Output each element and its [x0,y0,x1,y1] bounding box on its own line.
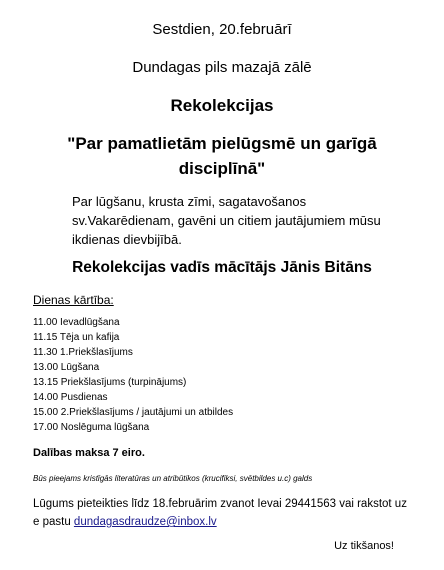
schedule-list [33,315,233,435]
event-leader: Rekolekcijas vadīs mācītājs Jānis Bitāns [72,259,372,276]
event-date: Sestdien, 20.februārī [152,21,292,38]
schedule-item: 14.00 Pusdienas [33,392,108,403]
schedule-item: 11.30 1.Priekšlasījums [33,347,133,358]
schedule-item: 11.00 Ievadlūgšana [33,317,120,328]
schedule-item: 17.00 Noslēguma lūgšana [33,422,150,433]
literature-note: Būs pieejams kristīgās literatūras un atribūtikos (krucifiksi, svētbildes u.c) galds [33,474,313,483]
event-venue: Dundagas pils mazajā zālē [132,59,312,76]
contact-info [33,495,412,531]
contact-text: Lūgums pieteikties līdz 18.februārim zvanot Ievai 29441563 vai rakstot uz e pastu [33,498,407,528]
event-heading: Rekolekcijas [170,96,274,115]
schedule-item: 11.15 Tēja un kafija [33,332,120,343]
email-link[interactable]: dundagasdraudze@inbox.lv [73,516,217,528]
participation-fee: Dalības maksa 7 eiro. [33,447,145,459]
schedule-item: 13.00 Lūgšana [33,362,100,373]
schedule-item: 15.00 2.Priekšlasījums / jautājumi un atbildes [33,407,234,418]
schedule-title: Dienas kārtība: [33,293,114,307]
event-intro: Par lūgšanu, krusta zīmi, sagatavošanos sv.Vakarēdienam, gavēni un citiem jautājumiem mūsu ikdienas dievbijībā. [72,194,381,247]
event-subtitle: "Par pamatlietām pielūgsmē un garīgā disciplīnā" [67,134,377,178]
schedule-item: 13.15 Priekšlasījums (turpinājums) [33,377,187,388]
closing-text: Uz tikšanos! [334,540,394,552]
